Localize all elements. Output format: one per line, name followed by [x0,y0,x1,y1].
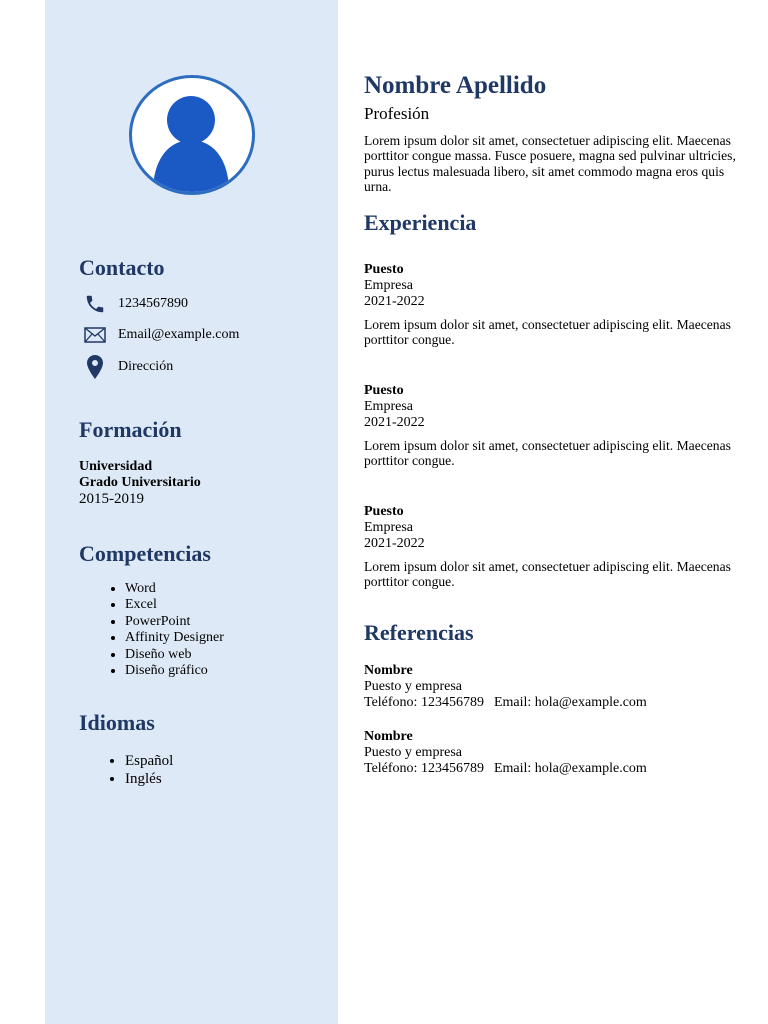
job-years: 2021-2022 [364,415,425,430]
profile-summary: Lorem ipsum dolor sit amet, consectetuer adipiscing elit. Maecenas porttitor congue massa. Fusce posuere, magna sed pulvinar ultricies, purus lectus malesuada libero, sit amet commodo magna eros quis urna. [364,133,736,195]
job-description: Lorem ipsum dolor sit amet, consectetuer adipiscing elit. Maecenas porttitor congue. [364,438,731,469]
list-item: • Excel [125,597,224,613]
job-position: Puesto [364,383,404,398]
location-pin-icon [79,355,111,379]
list-item: • Affinity Designer [125,630,224,646]
references-heading: Referencias [364,620,474,645]
reference-name: Nombre [364,729,413,744]
list-item: • Word [125,581,224,597]
envelope-icon [79,323,111,347]
list-item: • Diseño web [125,647,224,663]
phone-value: 1234567890 [118,296,188,311]
list-item: • Inglés [125,770,173,788]
reference-role: Puesto y empresa [364,679,462,694]
education-institution: Universidad [79,459,153,474]
job-years: 2021-2022 [364,536,425,551]
contact-email [79,323,239,347]
person-icon [132,78,252,192]
reference-item [364,729,744,777]
reference-role: Puesto y empresa [364,745,462,760]
reference-email: Email: hola@example.com [493,695,647,710]
education-heading: Formación [79,417,182,442]
job-company: Empresa [364,399,413,414]
experience-item [364,504,736,590]
contact-address [79,355,173,379]
profession: Profesión [364,104,430,123]
reference-phone: Teléfono: 123456789 [364,695,484,710]
phone-icon [79,292,111,316]
experience-heading: Experiencia [364,210,477,235]
reference-item [364,663,744,711]
person-name: Nombre Apellido [364,72,547,99]
languages-list [105,752,173,788]
education-years: 2015-2019 [79,491,144,507]
job-position: Puesto [364,262,404,277]
job-description: Lorem ipsum dolor sit amet, consectetuer adipiscing elit. Maecenas porttitor congue. [364,317,731,348]
contact-heading: Contacto [79,255,165,280]
education-block [79,459,201,507]
list-item: • Español [125,752,173,770]
job-years: 2021-2022 [364,294,425,309]
reference-name: Nombre [364,663,413,678]
address-value: Dirección [118,359,174,374]
contact-phone [79,292,188,316]
sidebar [45,0,338,1024]
job-company: Empresa [364,520,413,535]
list-item: • Diseño gráfico [125,663,224,679]
education-degree: Grado Universitario [79,475,201,490]
avatar [129,75,255,195]
experience-item [364,383,736,469]
email-value: Email@example.com [118,327,240,342]
experience-item [364,262,736,348]
reference-email: Email: hola@example.com [493,761,647,776]
skills-heading: Competencias [79,541,211,566]
list-item: • PowerPoint [125,614,224,630]
job-company: Empresa [364,278,413,293]
skills-list [105,581,224,679]
languages-heading: Idiomas [79,710,155,735]
job-position: Puesto [364,504,404,519]
job-description: Lorem ipsum dolor sit amet, consectetuer adipiscing elit. Maecenas porttitor congue. [364,559,731,590]
reference-phone: Teléfono: 123456789 [364,761,484,776]
